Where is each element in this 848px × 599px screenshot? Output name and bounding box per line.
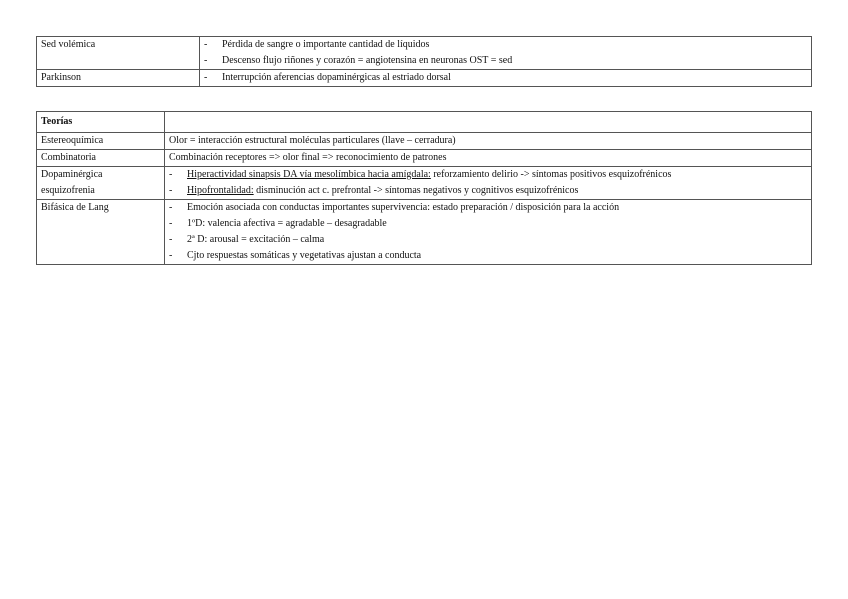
- bullet-dash: -: [169, 169, 173, 180]
- row-content: Combinación receptores => olor final => reconocimiento de patrones: [165, 150, 812, 167]
- row-content: Olor = interacción estructural moléculas particulares (llave – cerradura): [165, 133, 812, 150]
- table-header: Teorías: [37, 112, 165, 133]
- row-label: Parkinson: [37, 70, 200, 87]
- bullet-dash: -: [169, 202, 173, 213]
- list-item: - 2ª D: arousal = excitación – calma: [169, 232, 807, 248]
- list-item: - 1ºD: valencia afectiva = agradable – desagradable: [169, 216, 807, 232]
- list-item: - Descenso flujo riñones y corazón = angiotensina en neuronas OST = sed: [204, 53, 807, 69]
- theories-table: [36, 111, 812, 265]
- bullet-dash: -: [169, 185, 173, 196]
- table-row: [37, 70, 812, 87]
- row-label: Estereoquímica: [37, 133, 165, 150]
- bullet-dash: -: [204, 39, 208, 50]
- list-item: - Emoción asociada con conductas importantes supervivencia: estado preparación / disposición para la acción: [169, 200, 807, 216]
- table-row: [37, 167, 812, 200]
- list-item: - Hiperactividad sinapsis DA vía mesolímbica hacia amígdala: reforzamiento delirio -> síntomas positivos esquizofrénicos: [169, 167, 807, 183]
- row-label: Dopaminérgica esquizofrenia: [37, 167, 165, 200]
- bullet-dash: -: [169, 218, 173, 229]
- row-label: Combinatoria: [37, 150, 165, 167]
- emotion-states-table: [36, 36, 812, 87]
- table-row: [37, 133, 812, 150]
- row-content: [165, 200, 812, 265]
- table-row: [37, 37, 812, 70]
- table-header-empty: [165, 112, 812, 133]
- table-row: [37, 150, 812, 167]
- bullet-dash: -: [169, 250, 173, 261]
- list-item: - Cjto respuestas somáticas y vegetativas ajustan a conducta: [169, 248, 807, 264]
- table-row: [37, 200, 812, 265]
- row-label: Bifásica de Lang: [37, 200, 165, 265]
- row-content: [165, 167, 812, 200]
- row-label: Sed volémica: [37, 37, 200, 70]
- bullet-dash: -: [169, 234, 173, 245]
- bullet-dash: -: [204, 72, 208, 83]
- list-item: - Hipofrontalidad: disminución act c. prefrontal -> síntomas negativos y cognitivos esquizofrénicos: [169, 183, 807, 199]
- row-content: [200, 37, 812, 70]
- bullet-dash: -: [204, 55, 208, 66]
- list-item: - Interrupción aferencias dopaminérgicas al estriado dorsal: [204, 70, 807, 86]
- row-content: [200, 70, 812, 87]
- list-item: - Pérdida de sangre o importante cantidad de líquidos: [204, 37, 807, 53]
- table-header-row: [37, 112, 812, 133]
